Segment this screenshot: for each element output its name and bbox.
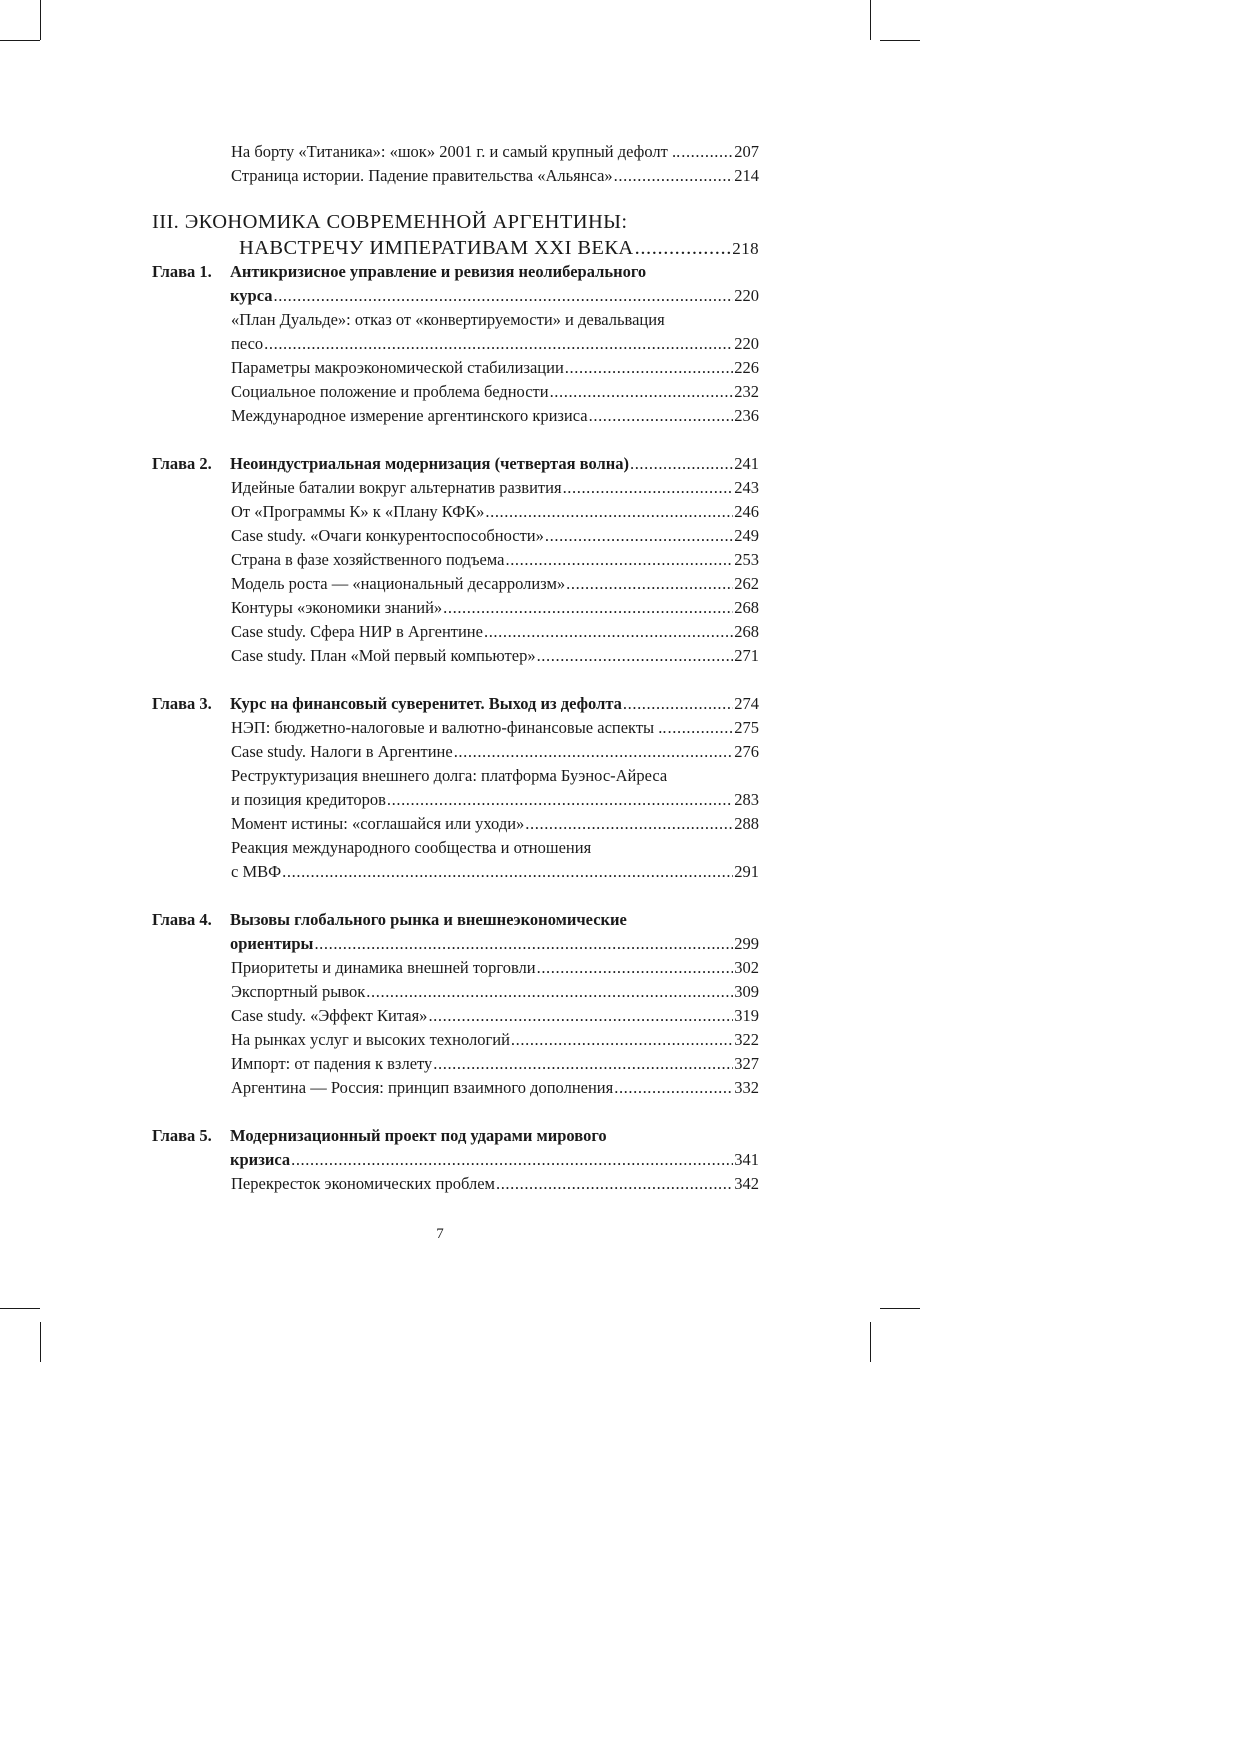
toc-entry[interactable]: [231, 500, 759, 524]
chapter-label: Глава 1.: [152, 262, 212, 281]
entry-title: Реструктуризация внешнего долга: платформа Буэнос-Айреса: [231, 766, 668, 785]
entry-page-number: 220: [734, 334, 759, 353]
chapter-entry[interactable]: [230, 908, 759, 932]
entry-title: Антикризисное управление и ревизия неолиберального: [230, 262, 647, 281]
toc-entry[interactable]: [231, 860, 759, 884]
entry-title: На борту «Титаника»: «шок» 2001 г. и самый крупный дефолт ..: [231, 142, 681, 161]
entry-title: Международное измерение аргентинского кризиса: [231, 406, 588, 425]
dot-leader: [668, 716, 734, 740]
entry-title: Приоритеты и динамика внешней торговли: [231, 958, 536, 977]
entry-page-number: 341: [734, 1150, 759, 1169]
entry-page-number: 276: [734, 742, 759, 761]
toc-entry[interactable]: [231, 380, 759, 404]
entry-title: Реакция международного сообщества и отношения: [231, 838, 592, 857]
dot-leader: [454, 740, 734, 764]
chapter-label: Глава 3.: [152, 694, 212, 713]
toc-entry[interactable]: [231, 164, 759, 188]
dot-leader: [273, 284, 733, 308]
entry-title: курса: [230, 286, 273, 305]
page-number: 7: [436, 1226, 444, 1242]
toc-entry[interactable]: [231, 1172, 759, 1196]
dot-leader: [635, 236, 732, 260]
dot-leader: [537, 644, 734, 668]
dot-leader: [282, 860, 733, 884]
toc-entry[interactable]: [231, 620, 759, 644]
entry-title: Параметры макроэкономической стабилизации: [231, 358, 564, 377]
entry-title: Момент истины: «соглашайся или уходи»: [231, 814, 525, 833]
entry-title: Экспортный рывок: [231, 982, 366, 1001]
entry-page-number: 207: [734, 142, 759, 161]
chapter-entry[interactable]: [230, 284, 759, 308]
dot-leader: [433, 1052, 733, 1076]
chapter-entry[interactable]: [230, 692, 759, 716]
entry-title: и позиция кредиторов: [231, 790, 386, 809]
entry-page-number: 262: [734, 574, 759, 593]
entry-title: НЭП: бюджетно-налоговые и валютно-финансовые аспекты ..: [231, 718, 667, 737]
toc-entry[interactable]: [231, 716, 759, 740]
entry-page-number: 275: [734, 718, 759, 737]
entry-page-number: 327: [734, 1054, 759, 1073]
entry-page-number: 283: [734, 790, 759, 809]
entry-page-number: 218: [732, 239, 759, 258]
entry-page-number: 319: [734, 1006, 759, 1025]
dot-leader: [614, 164, 734, 188]
entry-page-number: 299: [734, 934, 759, 953]
chapter-entry[interactable]: [230, 932, 759, 956]
dot-leader: [291, 1148, 733, 1172]
entry-page-number: 246: [734, 502, 759, 521]
entry-page-number: 236: [734, 406, 759, 425]
entry-title: НАВСТРЕЧУ ИМПЕРАТИВАМ XXI ВЕКА: [239, 237, 634, 259]
entry-page-number: 302: [734, 958, 759, 977]
entry-page-number: 274: [734, 694, 759, 713]
chapter-entry[interactable]: [230, 260, 759, 284]
toc-entry[interactable]: [231, 788, 759, 812]
entry-title: Case study. План «Мой первый компьютер»: [231, 646, 536, 665]
toc-entry[interactable]: [231, 308, 759, 332]
dot-leader: [511, 1028, 733, 1052]
entry-page-number: 309: [734, 982, 759, 1001]
dot-leader: [589, 404, 734, 428]
entry-title: Case study. Сфера НИР в Аргентине: [231, 622, 483, 641]
entry-page-number: 342: [734, 1174, 759, 1193]
entry-title: Страна в фазе хозяйственного подъема: [231, 550, 505, 569]
dot-leader: [614, 1076, 733, 1100]
entry-title: кризиса: [230, 1150, 291, 1169]
entry-title: Контуры «экономики знаний»: [231, 598, 443, 617]
entry-title: Перекресток экономических проблем: [231, 1174, 495, 1193]
toc-entry[interactable]: [231, 1028, 759, 1052]
entry-page-number: 241: [734, 454, 759, 473]
entry-title: Аргентина — Россия: принцип взаимного дополнения: [231, 1078, 614, 1097]
dot-leader: [428, 1004, 733, 1028]
dot-leader: [537, 956, 734, 980]
dot-leader: [264, 332, 733, 356]
entry-page-number: 214: [734, 166, 759, 185]
dot-leader: [563, 476, 734, 500]
toc-entry[interactable]: [231, 356, 759, 380]
toc-entry[interactable]: [231, 332, 759, 356]
dot-leader: [387, 788, 733, 812]
entry-title: От «Программы К» к «Плану КФК»: [231, 502, 485, 521]
entry-page-number: 271: [734, 646, 759, 665]
chapter-entry[interactable]: [230, 452, 759, 476]
dot-leader: [681, 140, 733, 164]
entry-page-number: 268: [734, 622, 759, 641]
chapter-entry[interactable]: [230, 1124, 759, 1148]
entry-title: «План Дуальде»: отказ от «конвертируемости» и девальвация: [231, 310, 665, 329]
chapter-entry[interactable]: [230, 1148, 759, 1172]
toc-entry[interactable]: [231, 740, 759, 764]
entry-title: Неоиндустриальная модернизация (четвертая волна): [230, 454, 629, 473]
toc-entry[interactable]: [231, 764, 759, 788]
dot-leader: [366, 980, 733, 1004]
entry-page-number: 288: [734, 814, 759, 833]
dot-leader: [484, 620, 733, 644]
chapter-label: Глава 4.: [152, 910, 212, 929]
toc-entry[interactable]: [231, 140, 759, 164]
toc-entry[interactable]: [231, 644, 759, 668]
entry-title: Страница истории. Падение правительства «Альянса»: [231, 166, 613, 185]
toc-entry[interactable]: [231, 1004, 759, 1028]
toc-entry[interactable]: [231, 980, 759, 1004]
toc-entry[interactable]: [231, 1052, 759, 1076]
dot-leader: [545, 524, 733, 548]
toc-entry[interactable]: [231, 476, 759, 500]
entry-title: песо: [231, 334, 264, 353]
toc-entry[interactable]: [231, 524, 759, 548]
chapter-label: Глава 5.: [152, 1126, 212, 1145]
entry-title: На рынках услуг и высоких технологий: [231, 1030, 510, 1049]
dot-leader: [630, 452, 733, 476]
entry-page-number: 232: [734, 382, 759, 401]
dot-leader: [566, 572, 733, 596]
entry-title: Case study. «Очаги конкурентоспособности»: [231, 526, 544, 545]
entry-title: Социальное положение и проблема бедности: [231, 382, 549, 401]
entry-title: Модель роста — «национальный десарролизм»: [231, 574, 566, 593]
entry-page-number: 332: [734, 1078, 759, 1097]
entry-title: Case study. Налоги в Аргентине: [231, 742, 453, 761]
entry-title: Идейные баталии вокруг альтернатив развития: [231, 478, 562, 497]
dot-leader: [623, 692, 733, 716]
entry-page-number: 243: [734, 478, 759, 497]
section-heading[interactable]: [152, 210, 759, 234]
entry-page-number: 226: [734, 358, 759, 377]
entry-title: Импорт: от падения к взлету: [231, 1054, 433, 1073]
entry-title: Курс на финансовый суверенитет. Выход из дефолта: [230, 694, 622, 713]
entry-title: III. ЭКОНОМИКА СОВРЕМЕННОЙ АРГЕНТИНЫ:: [152, 211, 628, 233]
toc-entry[interactable]: [231, 1076, 759, 1100]
toc-entry[interactable]: [231, 836, 759, 860]
entry-title: Вызовы глобального рынка и внешнеэкономические: [230, 910, 627, 929]
entry-title: Модернизационный проект под ударами мирового: [230, 1126, 607, 1145]
section-heading[interactable]: [239, 236, 759, 260]
toc-entry[interactable]: [231, 572, 759, 596]
dot-leader: [505, 548, 733, 572]
dot-leader: [496, 1172, 733, 1196]
dot-leader: [550, 380, 734, 404]
toc-entry[interactable]: [231, 404, 759, 428]
toc-entry[interactable]: [231, 812, 759, 836]
entry-page-number: 253: [734, 550, 759, 569]
entry-page-number: 322: [734, 1030, 759, 1049]
entry-page-number: 268: [734, 598, 759, 617]
entry-title: ориентиры: [230, 934, 314, 953]
toc-entry[interactable]: [231, 596, 759, 620]
entry-page-number: 249: [734, 526, 759, 545]
dot-leader: [443, 596, 733, 620]
dot-leader: [314, 932, 733, 956]
dot-leader: [525, 812, 733, 836]
entry-title: с МВФ: [231, 862, 282, 881]
toc-entry[interactable]: [231, 548, 759, 572]
toc-entry[interactable]: [231, 956, 759, 980]
dot-leader: [565, 356, 733, 380]
entry-title: Case study. «Эффект Китая»: [231, 1006, 428, 1025]
dot-leader: [485, 500, 733, 524]
entry-page-number: 291: [734, 862, 759, 881]
entry-page-number: 220: [734, 286, 759, 305]
chapter-label: Глава 2.: [152, 454, 212, 473]
